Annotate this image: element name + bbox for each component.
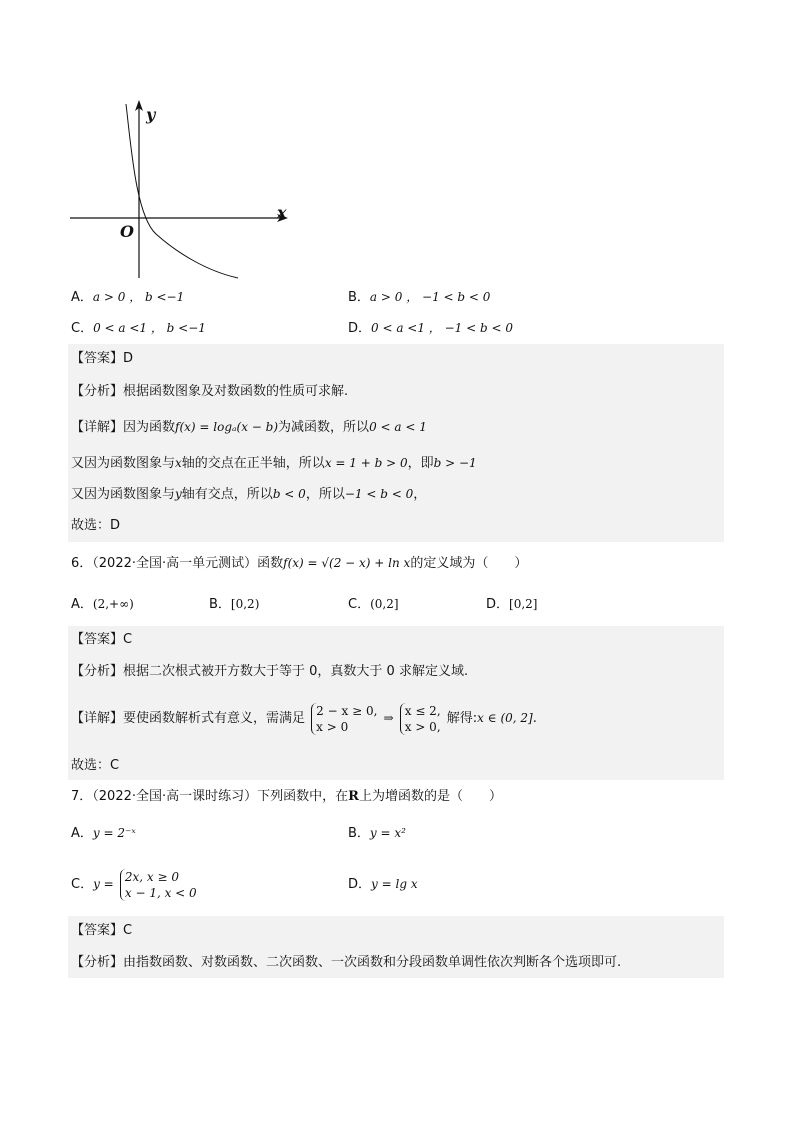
formula: y (175, 487, 182, 501)
option-text: (0,2] (370, 597, 399, 611)
detail-text: 因为函数 (123, 420, 176, 435)
q7-option-a (71, 822, 136, 844)
answer-tag: 【答案】 (71, 923, 124, 938)
detail-text: 又因为函数图象与 (71, 487, 176, 502)
formula: x ∈ (0, 2] (477, 711, 533, 725)
q6-answer (71, 629, 132, 651)
q5-option-c (71, 317, 206, 339)
option-letter: D． (348, 877, 372, 892)
option-text: (2,+∞) (92, 597, 134, 611)
detail-tag: 【详解】 (71, 711, 124, 726)
option-text: y = x² (369, 826, 406, 840)
q6-choose: 故选：C (71, 758, 120, 773)
q5-option-b (348, 286, 490, 308)
q6-analysis (71, 661, 468, 683)
formula: x = 1 + b > 0 (324, 456, 408, 470)
formula: f(x) = √(2 − x) + ln x (283, 556, 411, 570)
system-line: 2x, x ≥ 0 (124, 869, 179, 884)
system-line: x − 1, x < 0 (124, 885, 197, 900)
q5-analysis (71, 381, 348, 403)
option-text: 0 < a <1 ， b <−1 (93, 321, 206, 335)
analysis-text: 根据函数图象及对数函数的性质可求解. (123, 384, 349, 399)
implies-arrow: ⇒ (383, 711, 394, 725)
inequality-system-1 (311, 703, 377, 735)
option-letter: A． (71, 597, 93, 612)
option-text: y = 2⁻ˣ (92, 826, 136, 840)
q6-option-b (209, 593, 259, 615)
answer-value: C (123, 632, 133, 647)
q7-stem (71, 786, 502, 808)
formula: b < 0 (272, 487, 306, 501)
option-letter: D． (348, 321, 372, 336)
analysis-tag: 【分析】 (71, 384, 124, 399)
formula: x (175, 456, 182, 470)
q7-option-c (71, 864, 199, 904)
option-letter: A． (71, 290, 93, 305)
option-text: a > 0 ， b <−1 (92, 290, 185, 304)
y-axis-label: y (146, 105, 156, 124)
detail-text: . (532, 711, 537, 726)
detail-text: 轴有交点，所以 (181, 487, 273, 502)
option-text: y = lg x (371, 877, 418, 891)
q6-detail (71, 699, 537, 737)
answer-tag: 【答案】 (71, 351, 124, 366)
q5-solution-block (68, 344, 724, 542)
detail-text: ，即 (407, 456, 434, 471)
system-line: x > 0 (316, 719, 349, 734)
option-letter: B． (348, 290, 370, 305)
function-curve (126, 104, 238, 278)
question-text: 上为增函数的是（ ） (358, 789, 502, 804)
q6-option-a (71, 593, 134, 615)
analysis-text: 由指数函数、对数函数、二次函数、一次函数和分段函数单调性依次判断各个选项即可. (123, 955, 622, 970)
option-letter: C． (71, 321, 94, 336)
option-text: [0,2] (509, 597, 538, 611)
option-letter: D． (486, 597, 510, 612)
question-text: 的定义域为（ ） (410, 556, 528, 571)
x-axis-label: x (277, 203, 287, 222)
detail-text: ，所以 (305, 487, 345, 502)
q5-detail-line3 (71, 483, 426, 505)
system-line: x > 0, (404, 719, 441, 734)
detail-text: 为减函数，所以 (278, 420, 370, 435)
option-letter: A． (71, 826, 93, 841)
answer-value: D (123, 351, 134, 366)
q7-answer (71, 920, 132, 942)
q7-option-d (348, 873, 418, 895)
detail-tag: 【详解】 (71, 420, 124, 435)
detail-text: 又因为函数图象与 (71, 456, 176, 471)
option-letter: B． (348, 826, 370, 841)
analysis-text: 根据二次根式被开方数大于等于 0，真数大于 0 求解定义域. (123, 664, 469, 679)
answer-tag: 【答案】 (71, 632, 124, 647)
option-text: y = (93, 877, 114, 891)
option-letter: C． (71, 877, 94, 892)
q5-answer (71, 348, 133, 370)
question-text: 6．（2022·全国·高一单元测试）函数 (71, 556, 284, 571)
detail-text: 解得: (446, 711, 478, 726)
analysis-tag: 【分析】 (71, 664, 124, 679)
q5-option-a (71, 286, 184, 308)
inequality-system-2 (400, 703, 441, 735)
formula: −1 < b < 0 (344, 487, 414, 501)
answer-value: C (123, 923, 133, 938)
option-text: a > 0 ， −1 < b < 0 (369, 290, 491, 304)
formula: b > −1 (433, 456, 477, 470)
function-graph (66, 96, 296, 286)
analysis-tag: 【分析】 (71, 955, 124, 970)
q6-option-c (348, 593, 399, 615)
q7-analysis (71, 952, 621, 974)
real-numbers-symbol: R (348, 789, 359, 804)
option-text: 0 < a <1 ， −1 < b < 0 (371, 321, 513, 335)
option-letter: B． (209, 597, 231, 612)
q5-detail-line2 (71, 452, 477, 474)
system-line: 2 − x ≥ 0, (316, 703, 378, 718)
piecewise-system (120, 869, 197, 901)
detail-text: 轴的交点在正半轴，所以 (181, 456, 325, 471)
detail-text: 要使函数解析式有意义，需满足 (123, 711, 306, 726)
q7-option-b (348, 822, 406, 844)
question-text: 7．（2022·全国·高一课时练习）下列函数中，在 (71, 789, 349, 804)
q5-choose: 故选：D (71, 518, 121, 533)
q5-detail-line1 (71, 416, 427, 438)
q6-stem (71, 552, 527, 574)
q5-option-d (348, 317, 513, 339)
formula: f(x) = logₐ(x − b) (175, 420, 279, 434)
option-text: [0,2) (230, 597, 260, 611)
q6-option-d (486, 593, 537, 615)
origin-label: O (120, 222, 134, 241)
formula: 0 < a < 1 (369, 420, 427, 434)
detail-text: ， (413, 487, 427, 502)
system-line: x ≤ 2, (404, 703, 441, 718)
option-letter: C． (348, 597, 371, 612)
